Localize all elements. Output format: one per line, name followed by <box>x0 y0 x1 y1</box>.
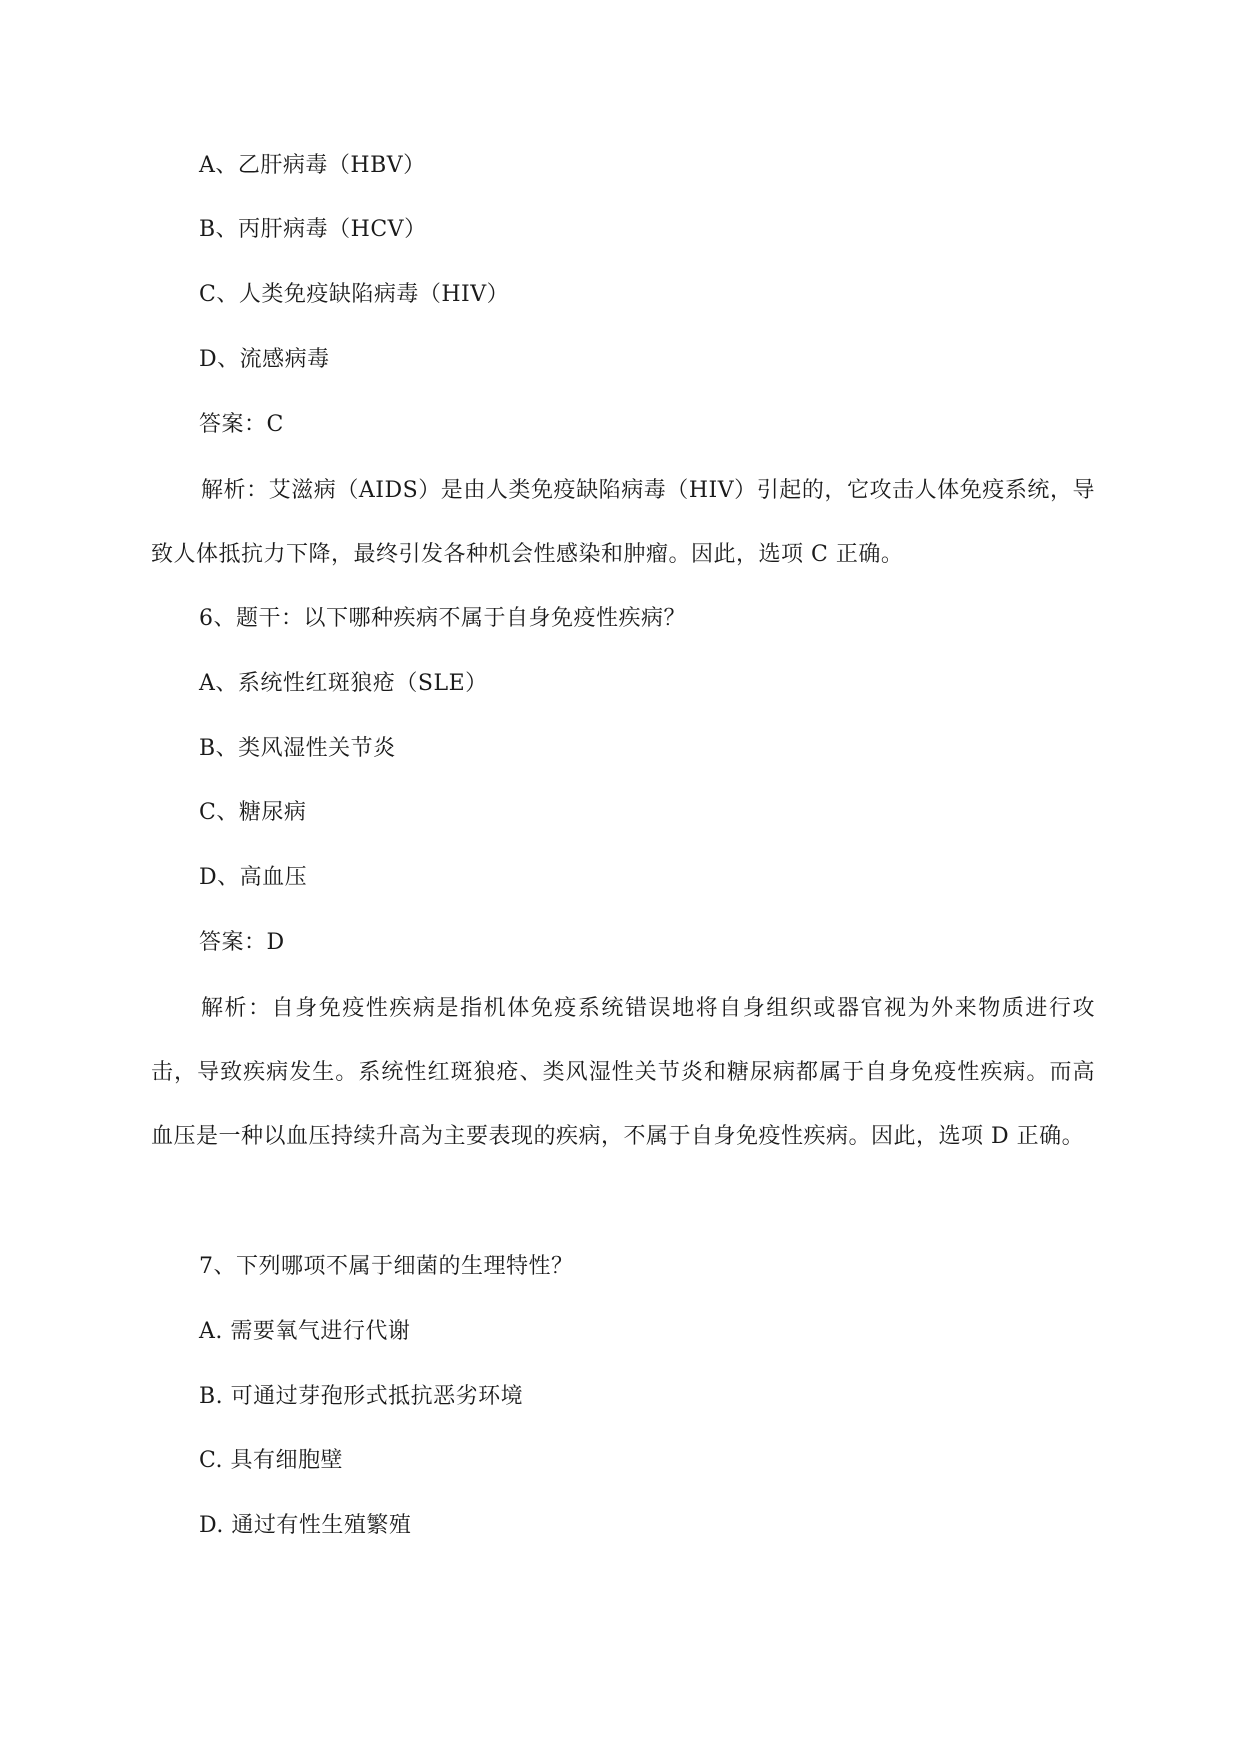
q7-stem: 7、下列哪项不属于细菌的生理特性？ <box>199 1254 574 1279</box>
q6-option-c: C、糖尿病 <box>199 800 307 825</box>
q6-stem: 6、题干：以下哪种疾病不属于自身免疫性疾病？ <box>199 606 686 631</box>
q6-option-d: D、高血压 <box>199 865 308 890</box>
q6-answer: 答案：D <box>199 930 285 955</box>
q5-analysis: 解析：艾滋病（AIDS）是由人类免疫缺陷病毒（HIV）引起的，它攻击人体免疫系统，导致人体抵抗力下降，最终引发各种机会性感染和肿瘤。因此，选项 C 正确。 <box>151 478 1095 567</box>
q7-option-a: A. 需要氧气进行代谢 <box>199 1319 411 1344</box>
q5-option-a: A、乙肝病毒（HBV） <box>199 153 426 178</box>
q5-option-d: D、流感病毒 <box>199 347 330 372</box>
q5-option-b: B、丙肝病毒（HCV） <box>199 217 427 242</box>
q7-option-b: B. 可通过芽孢形式抵抗恶劣环境 <box>199 1384 524 1409</box>
q7-option-c: C. 具有细胞壁 <box>199 1448 344 1473</box>
q6-option-b: B、类风湿性关节炎 <box>199 736 396 761</box>
q7-option-d: D. 通过有性生殖繁殖 <box>199 1513 412 1538</box>
q6-analysis: 解析：自身免疫性疾病是指机体免疫系统错误地将自身组织或器官视为外来物质进行攻击，导致疾病发生。系统性红斑狼疮、类风湿性关节炎和糖尿病都属于自身免疫性疾病。而高血压是一种以血压持续升高为主要表现的疾病，不属于自身免疫性疾病。因此，选项 D 正确。 <box>151 996 1095 1149</box>
q6-option-a: A、系统性红斑狼疮（SLE） <box>199 671 488 696</box>
q5-option-c: C、人类免疫缺陷病毒（HIV） <box>199 282 510 307</box>
q5-answer: 答案：C <box>199 412 284 437</box>
